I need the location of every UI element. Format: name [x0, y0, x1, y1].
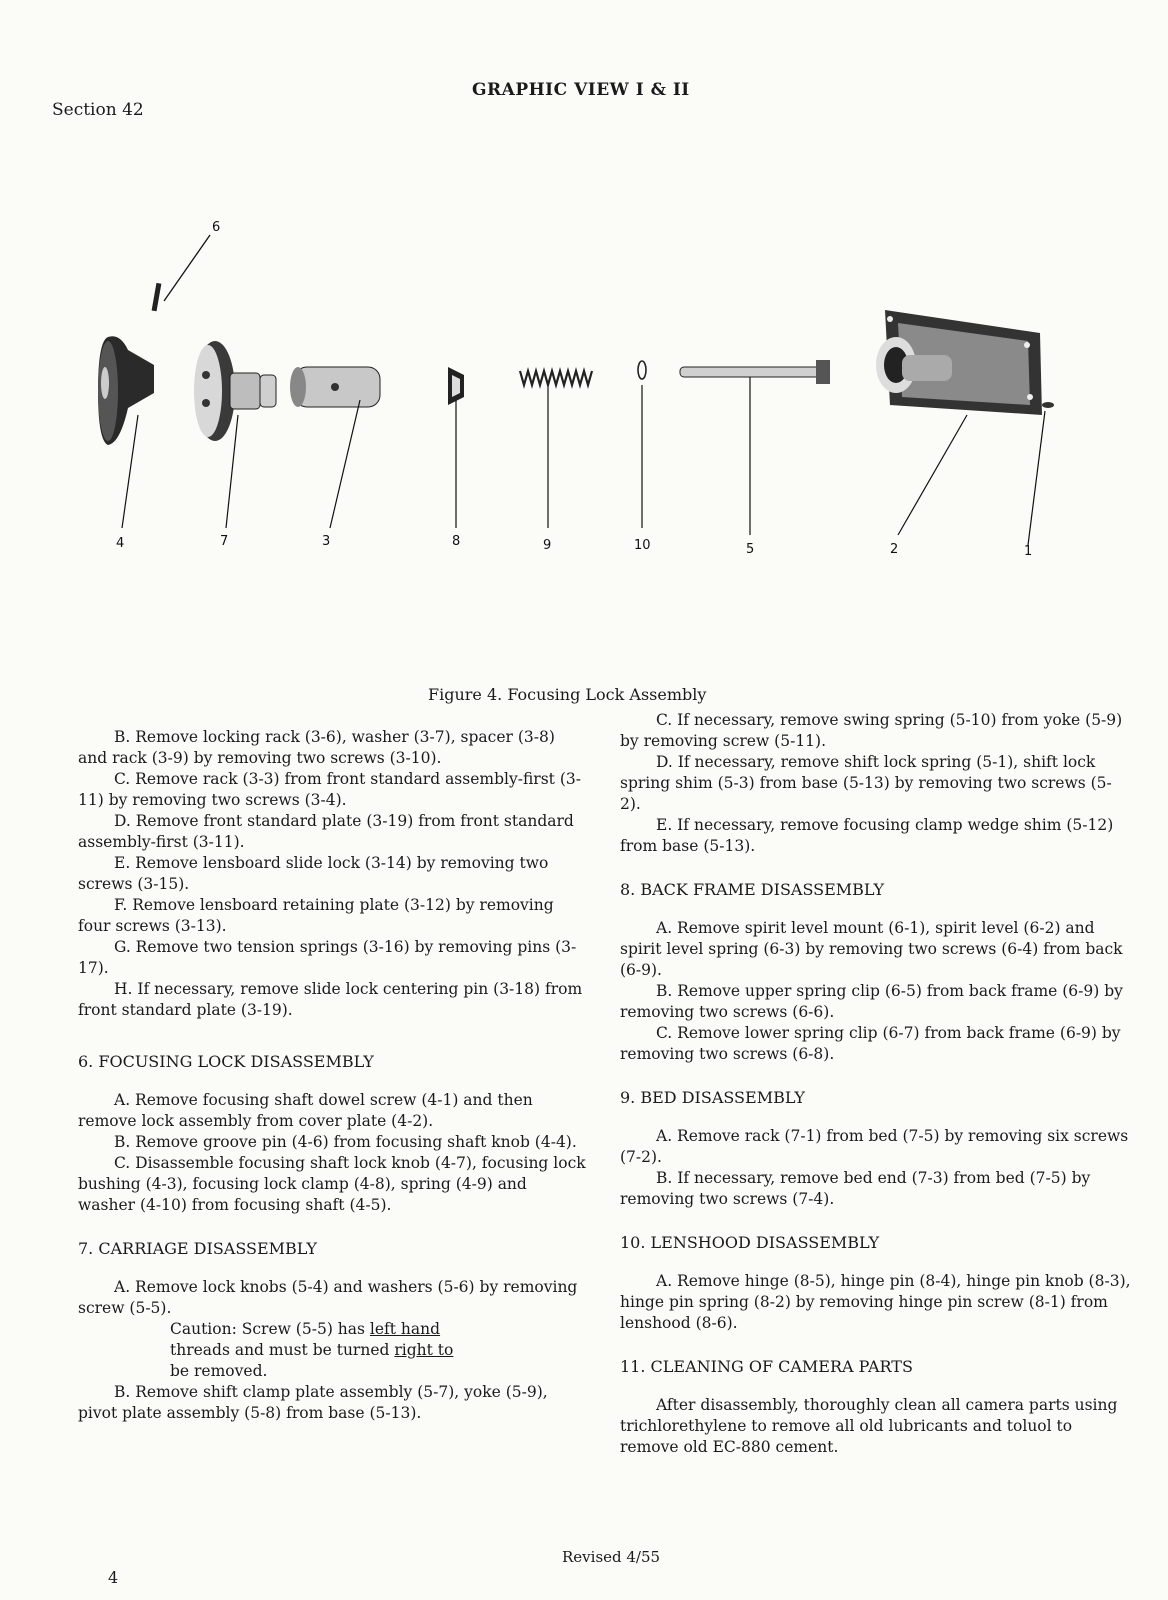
- revision-note: Revised 4/55: [562, 1548, 661, 1566]
- washer-part: [638, 361, 646, 379]
- heading-back-frame: 8. BACK FRAME DISASSEMBLY: [620, 880, 885, 899]
- section-label: Section 42: [52, 100, 144, 120]
- callout-2: 2: [890, 542, 899, 557]
- step-7d: D. If necessary, remove shift lock spring (5-1), shift lock spring shim (5-3) from base (5-13) by removing two screws (5-2).: [620, 753, 1112, 813]
- left-column: [78, 727, 588, 1424]
- heading-carriage: 7. CARRIAGE DISASSEMBLY: [78, 1239, 317, 1258]
- lock-clamp-part: [448, 367, 464, 405]
- step-6c: C. Disassemble focusing shaft lock knob (4-7), focusing lock bushing (4-3), focusing lock clamp (4-8), spring (4-9) and washer (4-10) from focusing shaft (4-5).: [78, 1154, 586, 1214]
- step-8c: C. Remove lower spring clip (6-7) from back frame (6-9) by removing two screws (6-8).: [620, 1024, 1121, 1063]
- callout-6: 6: [212, 220, 221, 235]
- step-7e: E. If necessary, remove focusing clamp wedge shim (5-12) from base (5-13).: [620, 816, 1114, 855]
- cleaning-text: After disassembly, thoroughly clean all camera parts using trichlorethylene to remove all old lubricants and toluol to remove old EC-880 cement.: [620, 1396, 1118, 1456]
- step-6b: B. Remove groove pin (4-6) from focusing shaft knob (4-4).: [114, 1133, 577, 1151]
- step-5b: B. Remove locking rack (3-6), washer (3-7), spacer (3-8) and rack (3-9) by removing two screws (3-10).: [78, 728, 555, 767]
- dowel-screw-part: [1042, 402, 1054, 408]
- callout-7: 7: [220, 534, 229, 549]
- focusing-shaft-knob-part: [98, 336, 154, 445]
- step-7a: A. Remove lock knobs (5-4) and washers (5-6) by removing screw (5-5).: [78, 1278, 578, 1317]
- callout-9: 9: [543, 538, 552, 553]
- caution-text-2: threads and must be turned: [170, 1341, 395, 1359]
- lock-knob-part: [194, 341, 276, 441]
- step-5h: H. If necessary, remove slide lock centering pin (3-18) from front standard plate (3-19).: [78, 980, 583, 1019]
- step-6a: A. Remove focusing shaft dowel screw (4-1) and then remove lock assembly from cover plate (4-2).: [78, 1091, 533, 1130]
- page-number: 4: [108, 1568, 119, 1587]
- groove-pin-part: [152, 283, 162, 311]
- callout-4: 4: [116, 536, 125, 551]
- lock-bushing-part: [290, 367, 380, 407]
- page-title: GRAPHIC VIEW I & II: [472, 80, 690, 100]
- heading-cleaning: 11. CLEANING OF CAMERA PARTS: [620, 1357, 913, 1376]
- caution-underline-left-hand: left hand: [369, 1320, 441, 1338]
- callout-3: 3: [322, 534, 331, 549]
- caution-text: Caution: Screw (5-5) has: [170, 1320, 370, 1338]
- step-5d: D. Remove front standard plate (3-19) from front standard assembly-first (3-11).: [78, 812, 574, 851]
- focusing-shaft-part: [680, 360, 830, 384]
- spring-part: [520, 371, 592, 385]
- step-7b: B. Remove shift clamp plate assembly (5-7), yoke (5-9), pivot plate assembly (5-8) from base (5-13).: [78, 1383, 548, 1422]
- heading-lenshood: 10. LENSHOOD DISASSEMBLY: [620, 1233, 880, 1252]
- step-5f: F. Remove lensboard retaining plate (3-12) by removing four screws (3-13).: [78, 896, 554, 935]
- step-9b: B. If necessary, remove bed end (7-3) from bed (7-5) by removing two screws (7-4).: [620, 1169, 1091, 1208]
- callout-10: 10: [634, 538, 651, 553]
- heading-bed: 9. BED DISASSEMBLY: [620, 1088, 805, 1107]
- callout-1: 1: [1024, 544, 1033, 559]
- focusing-lock-diagram: [90, 215, 1090, 575]
- step-10a: A. Remove hinge (8-5), hinge pin (8-4), hinge pin knob (8-3), hinge pin spring (8-2) by removing hinge pin screw (8-1) from lenshood (8-6).: [620, 1272, 1131, 1332]
- step-9a: A. Remove rack (7-1) from bed (7-5) by removing six screws (7-2).: [620, 1127, 1129, 1166]
- caution-text-3: be removed.: [170, 1362, 268, 1380]
- step-5e: E. Remove lensboard slide lock (3-14) by removing two screws (3-15).: [78, 854, 549, 893]
- right-column: [620, 710, 1132, 1458]
- step-7c: C. If necessary, remove swing spring (5-10) from yoke (5-9) by removing screw (5-11).: [620, 711, 1123, 750]
- callout-8: 8: [452, 534, 461, 549]
- figure-caption: Figure 4. Focusing Lock Assembly: [428, 685, 707, 704]
- step-5c: C. Remove rack (3-3) from front standard assembly-first (3-11) by removing two screws (3-4).: [78, 770, 581, 809]
- caution-note: [78, 1319, 588, 1382]
- callout-5: 5: [746, 542, 755, 557]
- heading-focusing-lock: 6. FOCUSING LOCK DISASSEMBLY: [78, 1052, 374, 1071]
- caution-underline-right-to: right to: [394, 1341, 454, 1359]
- step-8b: B. Remove upper spring clip (6-5) from back frame (6-9) by removing two screws (6-6).: [620, 982, 1123, 1021]
- step-5g: G. Remove two tension springs (3-16) by removing pins (3-17).: [78, 938, 577, 977]
- cover-plate-part: [876, 310, 1042, 415]
- step-8a: A. Remove spirit level mount (6-1), spirit level (6-2) and spirit level spring (6-3) by removing two screws (6-4) from back (6-9).: [620, 919, 1123, 979]
